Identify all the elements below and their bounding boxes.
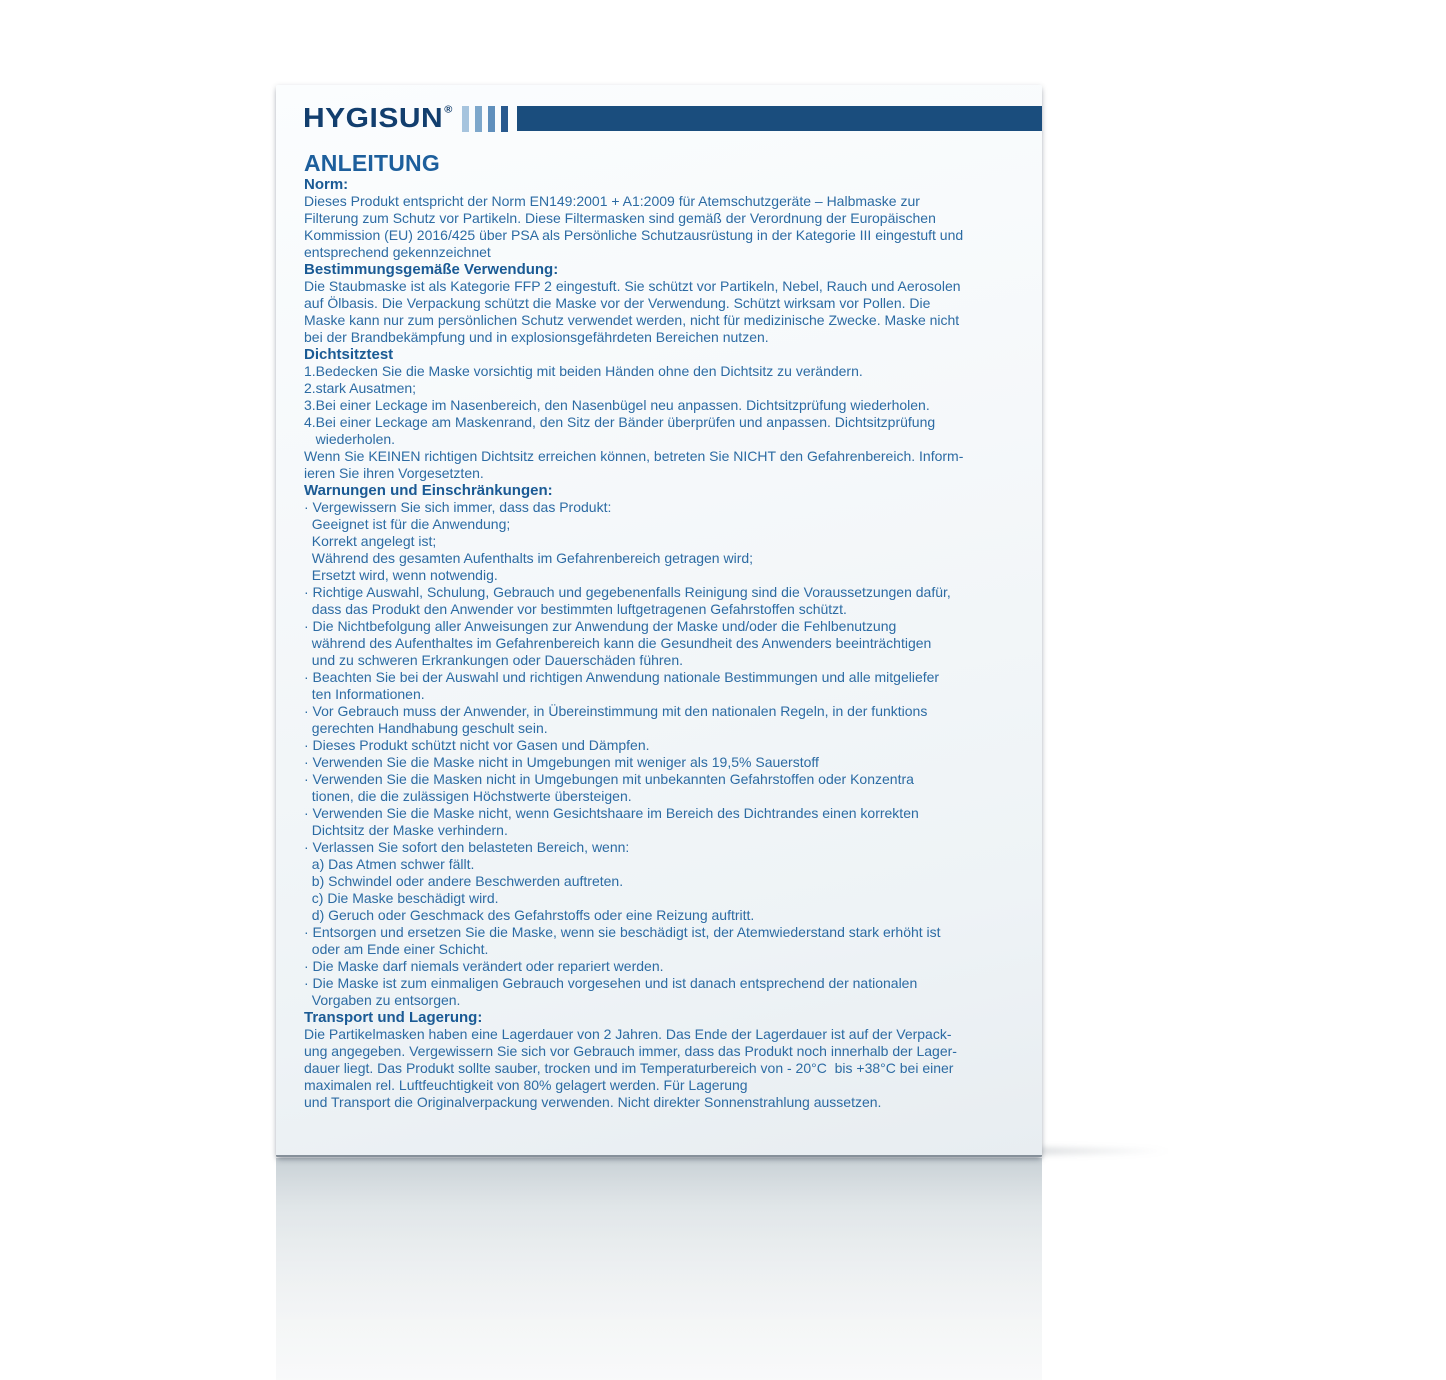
text-line: · Entsorgen und ersetzen Sie die Maske, wenn sie beschädigt ist, der Atemwiederstand stark erhöht ist [304,924,941,940]
text-line: Dieses Produkt entspricht der Norm EN149:2001 + A1:2009 für Atemschutzgeräte – Halbmaske zur [304,193,920,209]
text-line: Ersetzt wird, wenn notwendig. [304,567,498,583]
text-line: Kommission (EU) 2016/425 über PSA als Persönliche Schutzausrüstung in der Kategorie III eingestuft und [304,227,964,243]
text-line: und Transport die Originalverpackung verwenden. Nicht direkter Sonnenstrahlung aussetzen. [304,1094,882,1110]
text-line: Vorgaben zu entsorgen. [304,992,461,1008]
text-line: tionen, die die zulässigen Höchstwerte übersteigen. [304,788,632,804]
text-line: oder am Ende einer Schicht. [304,941,489,957]
paragraph [304,193,1034,261]
text-line: Transport und Lagerung: [304,1009,483,1026]
paragraph [304,499,1034,1009]
logo-bar [501,106,508,132]
text-line: während des Aufenthaltes im Gefahrenbereich kann die Gesundheit des Anwenders beeinträchtigen [304,635,932,651]
text-line: · Verlassen Sie sofort den belasteten Bereich, wenn: [304,839,630,855]
page-title [304,151,1034,176]
section-heading [304,482,1034,499]
text-line: Warnungen und Einschränkungen: [304,482,553,499]
text-line: ANLEITUNG [304,150,440,176]
text-line: 3.Bei einer Leckage im Nasenbereich, den Nasenbügel neu anpassen. Dichtsitzprüfung wiederholen. [304,397,930,413]
text-line: gerechten Handhabung geschult sein. [304,720,548,736]
text-line: 4.Bei einer Leckage am Maskenrand, den Sitz der Bänder überprüfen und anpassen. Dichtsitzprüfung [304,414,936,430]
text-line: Dichtsitztest [304,346,394,363]
text-line: ung angegeben. Vergewissern Sie sich vor Gebrauch immer, dass das Produkt noch innerhalb der Lager- [304,1043,957,1059]
text-line: entsprechend gekennzeichnet [304,244,491,260]
text-line: maximalen rel. Luftfeuchtigkeit von 80% gelagert werden. Für Lagerung [304,1077,748,1093]
paragraph [304,278,1034,346]
paragraph [304,1026,1034,1111]
text-line: · Die Maske darf niemals verändert oder repariert werden. [304,958,664,974]
package-back-panel [276,85,1042,1157]
text-line: · Verwenden Sie die Masken nicht in Umgebungen mit unbekannten Gefahrstoffen oder Konzentra [304,771,914,787]
text-line: dass das Produkt den Anwender vor bestimmten luftgetragenen Gefahrstoffen schützt. [304,601,847,617]
text-line: · Die Maske ist zum einmaligen Gebrauch vorgesehen und ist danach entsprechend der nationalen [304,975,918,991]
text-line: Maske kann nur zum persönlichen Schutz verwendet werden, nicht für medizinische Zwecke. Maske nicht [304,312,960,328]
paragraph [304,363,1034,482]
text-line: · Verwenden Sie die Maske nicht, wenn Gesichtshaare im Bereich des Dichtrandes einen korrekten [304,805,919,821]
text-line: dauer liegt. Das Produkt sollte sauber, trocken und im Temperaturbereich von - 20°C bis +38°C bei einer [304,1060,954,1076]
section-heading [304,176,1034,193]
text-line: c) Die Maske beschädigt wird. [304,890,499,906]
text-line: d) Geruch oder Geschmack des Gefahrstoffs oder eine Reizung auftritt. [304,907,755,923]
registered-trademark-icon: ® [444,104,453,116]
text-line: bei der Brandbekämpfung und in explosionsgefährdeten Bereichen nutzen. [304,329,769,345]
text-line: Während des gesamten Aufenthalts im Gefahrenbereich getragen wird; [304,550,754,566]
text-line: und zu schweren Erkrankungen oder Dauerschäden führen. [304,652,684,668]
text-line: Die Staubmaske ist als Kategorie FFP 2 eingestuft. Sie schützt vor Partikeln, Nebel, Rauch und Aerosolen [304,278,961,294]
header-band [517,106,1042,131]
text-line: b) Schwindel oder andere Beschwerden auftreten. [304,873,624,889]
section-heading [304,261,1034,278]
text-line: Korrekt angelegt ist; [304,533,437,549]
text-line: ieren Sie ihren Vorgesetzten. [304,465,484,481]
text-line: · Dieses Produkt schützt nicht vor Gasen und Dämpfen. [304,737,650,753]
card-reflection-fade [276,1158,1042,1380]
text-line: Geeignet ist für die Anwendung; [304,516,511,532]
text-line: · Verwenden Sie die Maske nicht in Umgebungen mit weniger als 19,5% Sauerstoff [304,754,819,770]
logo-bar [475,106,482,132]
section-heading [304,1009,1034,1026]
logo-bars [462,106,508,132]
section-heading [304,346,1034,363]
brand-logo-text: HYGISUN [303,103,444,134]
text-line: Norm: [304,176,349,193]
text-line: Die Partikelmasken haben eine Lagerdauer von 2 Jahren. Das Ende der Lagerdauer ist auf der Verpack- [304,1026,952,1042]
logo-bar [462,106,469,132]
leaflet-text [304,151,1034,1111]
text-line: Bestimmungsgemäße Verwendung: [304,261,559,278]
text-line: · Die Nichtbefolgung aller Anweisungen zur Anwendung der Maske und/oder die Fehlbenutzung [304,618,897,634]
logo-bar [488,106,495,132]
text-line: a) Das Atmen schwer fällt. [304,856,475,872]
text-line: ten Informationen. [304,686,425,702]
brand-logo [303,103,453,134]
text-line: · Vor Gebrauch muss der Anwender, in Übereinstimmung mit den nationalen Regeln, in der funktions [304,703,928,719]
text-line: Filterung zum Schutz vor Partikeln. Diese Filtermasken sind gemäß der Verordnung der Europäischen [304,210,936,226]
text-line: auf Ölbasis. Die Verpackung schützt die Maske vor der Verwendung. Schützt wirksam vor Pollen. Die [304,295,931,311]
text-line: wiederholen. [304,431,396,447]
text-line: · Richtige Auswahl, Schulung, Gebrauch und gegebenenfalls Reinigung sind die Voraussetzungen dafür, [304,584,951,600]
brand-header [303,105,1042,132]
text-line: 1.Bedecken Sie die Maske vorsichtig mit beiden Händen ohne den Dichtsitz zu verändern. [304,363,863,379]
text-line: Wenn Sie KEINEN richtigen Dichtsitz erreichen können, betreten Sie NICHT den Gefahrenbereich. Inform- [304,448,964,464]
text-line: · Vergewissern Sie sich immer, dass das Produkt: [304,499,612,515]
text-line: Dichtsitz der Maske verhindern. [304,822,508,838]
text-line: · Beachten Sie bei der Auswahl und richtigen Anwendung nationale Bestimmungen und alle mitgeliefer [304,669,940,685]
text-line: 2.stark Ausatmen; [304,380,417,396]
